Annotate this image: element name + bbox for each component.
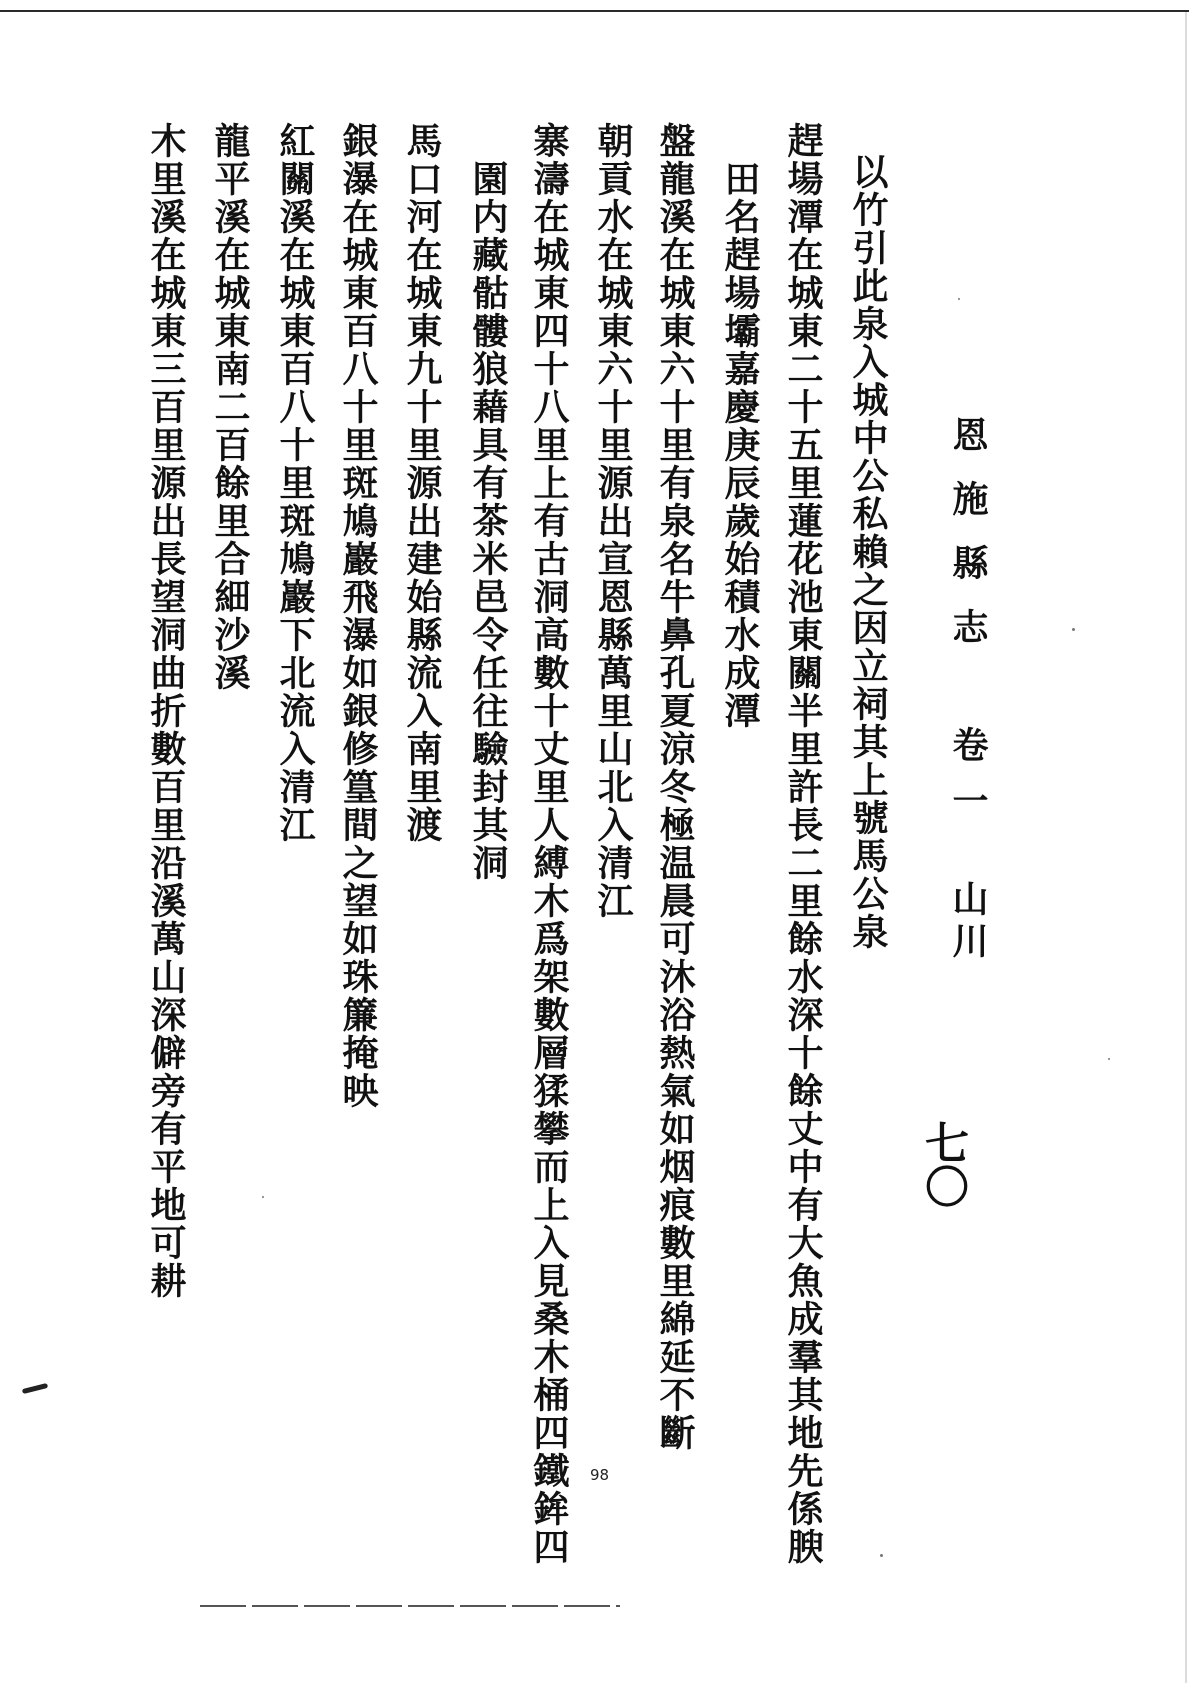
- right-page-edge: [1185, 12, 1187, 1683]
- text-column-10: 紅關溪在城東百八十里斑鳩巖下北流入清江: [274, 122, 316, 844]
- text-column-7: 園内藏骷髏狼藉具有茶米邑令任往驗封其洞: [467, 160, 509, 882]
- top-border-line: [0, 10, 1189, 12]
- text-column-2: 趕場潭在城東二十五里蓮花池東關半里許長二里餘水深十餘丈中有大魚成羣其地先係腴: [782, 122, 824, 1566]
- gazetteer-title: 恩施縣志: [947, 416, 989, 672]
- scan-speck: [1072, 628, 1075, 631]
- text-column-4: 盤龍溪在城東六十里有泉名牛鼻孔夏涼冬極温晨可沐浴熱氣如烟痕數里綿延不斷: [654, 122, 696, 1452]
- section-label: 山川: [947, 880, 989, 964]
- scan-speck: [880, 1554, 883, 1557]
- running-header: [914, 248, 1022, 964]
- folio-number: 七〇: [917, 1120, 968, 1208]
- scan-speck: [1108, 1058, 1110, 1060]
- text-column-8: 馬口河在城東九十里源出建始縣流入南里渡: [401, 122, 443, 844]
- text-column-1: 以竹引此泉入城中公私賴之因立祠其上號馬公泉: [847, 153, 889, 951]
- volume-label: 卷一: [947, 726, 989, 838]
- text-column-3: 田名趕場壩嘉慶庚辰歲始積水成潭: [719, 160, 761, 730]
- text-column-12: 木里溪在城東三百里源出長望洞曲折數百里沿溪萬山深僻旁有平地可耕: [145, 122, 187, 1300]
- scan-speck: [958, 298, 960, 300]
- scan-speck: [262, 1196, 264, 1198]
- text-column-9: 銀瀑在城東百八十里斑鳩巖飛瀑如銀修篁間之望如珠簾掩映: [337, 122, 379, 1110]
- text-column-5: 朝貢水在城東六十里源出宣恩縣萬里山北入清江: [592, 122, 634, 920]
- page-number: 98: [590, 1466, 610, 1484]
- text-column-11: 龍平溪在城東南二百餘里合細沙溪: [209, 122, 251, 692]
- bottom-scan-line: [200, 1605, 620, 1607]
- text-column-6: 寨濤在城東四十八里上有古洞高數十丈里人縛木爲架數層猱攀而上入見桑木桶四鐵鉾四: [528, 122, 570, 1566]
- scan-smudge: [22, 1383, 48, 1394]
